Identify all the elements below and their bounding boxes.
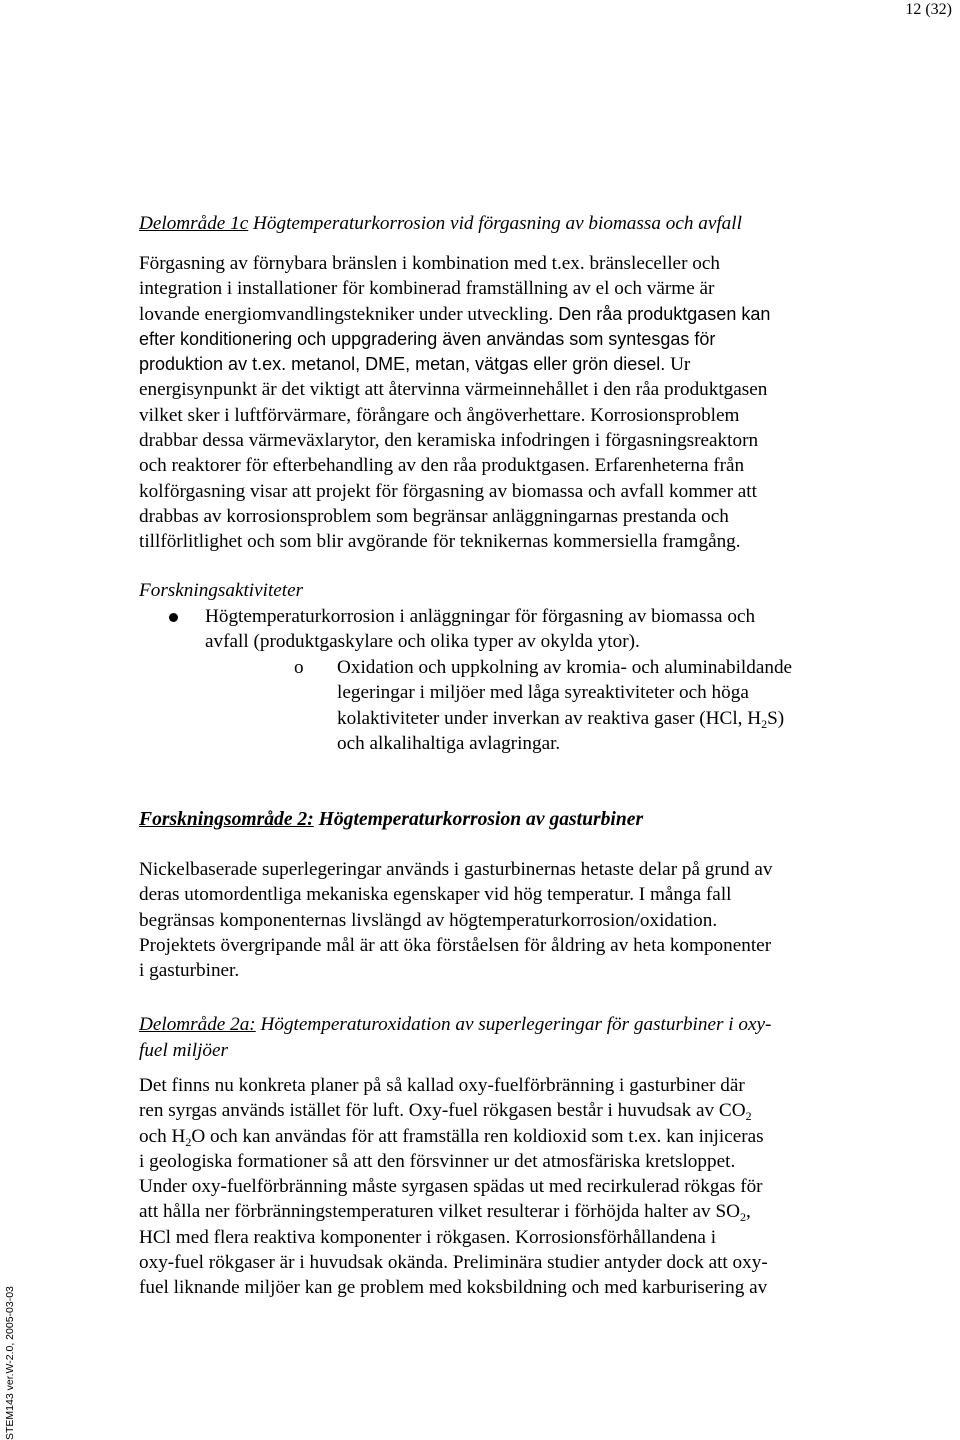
bullet-icon — [169, 613, 178, 622]
bullet-line: Högtemperaturkorrosion i anläggningar för förgasning av biomassa och — [205, 606, 756, 627]
paragraph-line: i geologiska formationer så att den försvinner ur det atmosfäriska kretsloppet. — [139, 1150, 736, 1172]
paragraph-line-part: Den råa produktgasen kan — [553, 303, 771, 324]
paragraph-line: och reaktorer för efterbehandling av den råa produktgasen. Erfarenheterna från — [139, 455, 745, 477]
paragraph-line: deras utomordentliga mekaniska egenskaper vid hög temperatur. I många fall — [139, 884, 732, 906]
paragraph-line: begränsas komponenternas livslängd av högtemperaturkorrosion/oxidation. — [139, 909, 718, 931]
paragraph-line — [139, 302, 865, 327]
area-2-paragraph — [139, 857, 865, 983]
paragraph-line: fuel liknande miljöer kan ge problem med koksbildning och med karburisering av — [139, 1277, 768, 1299]
section-1c-paragraph — [139, 251, 865, 555]
section-2a-title-cont: fuel miljöer — [139, 1039, 228, 1061]
paragraph-line: oxy-fuel rökgaser är i huvudsak okända. Preliminära studier antyder dock att oxy- — [139, 1252, 768, 1274]
paragraph-line: energisynpunkt är det viktigt att återvinna värmeinnehållet i den råa produktgasen — [139, 379, 768, 401]
paragraph-line — [139, 1199, 865, 1224]
section-2a-paragraph — [139, 1073, 865, 1301]
paragraph-line: vilket sker i luftförvärmare, förångare och ångöverhettare. Korrosionsproblem — [139, 404, 740, 426]
sub-bullet-line: och alkalihaltiga avlagringar. — [337, 732, 561, 754]
paragraph-line-part: produktion av t.ex. metanol, DME, metan, vätgas eller grön diesel. — [139, 354, 666, 375]
paragraph-line: efter konditionering och uppgradering även användas som syntesgas för — [139, 328, 716, 349]
paragraph-line: tillförlitlighet och som blir avgörande för teknikernas kommersiella framgång. — [139, 531, 741, 553]
paragraph-line-part: ren syrgas används istället för luft. Oxy-fuel rökgasen består i huvudsak av CO — [139, 1100, 746, 1122]
sub-bullet-text: kolaktiviteter under inverkan av reaktiva gaser (HCl, H — [337, 707, 762, 729]
paragraph-line: kolförgasning visar att projekt för förgasning av biomassa och avfall kommer att — [139, 480, 757, 502]
paragraph-line: drabbar dessa värmeväxlarytor, den keramiska infodringen i förgasningsreaktorn — [139, 430, 759, 452]
area-2-heading — [139, 807, 865, 833]
sub-bullet-line — [337, 706, 865, 731]
section-2a-title: Högtemperaturoxidation av superlegeringar för gasturbiner i oxy- — [255, 1014, 772, 1035]
section-1c-heading — [139, 211, 865, 237]
bullet-item — [205, 604, 865, 655]
paragraph-line — [139, 352, 865, 377]
paragraph-line-part: , — [745, 1201, 751, 1223]
section-2a-prefix: Delområde 2a: — [139, 1014, 256, 1035]
sub-bullet-text: S) — [767, 707, 785, 729]
paragraph-line: i gasturbiner. — [139, 960, 240, 982]
subscript: 2 — [739, 1210, 746, 1225]
paragraph-line: Förgasning av förnybara bränslen i kombination med t.ex. bränsleceller och — [139, 253, 720, 274]
paragraph-line: integration i installationer för kombinerad framställning av el och värme är — [139, 278, 715, 300]
document-version-stamp: STEM143 ver.W-2.0, 2005-03-03 — [4, 1286, 16, 1440]
bullet-line: avfall (produktgaskylare och olika typer av okylda ytor). — [205, 631, 640, 653]
paragraph-line-part: att hålla ner förbränningstemperaturen vilket resulterar i förhöjda halter av SO — [139, 1201, 740, 1223]
paragraph-line-part: Ur — [665, 354, 691, 376]
sub-bullet-line: legeringar i miljöer med låga syreaktiviteter och höga — [337, 682, 749, 704]
paragraph-line: HCl med flera reaktiva komponenter i rökgasen. Korrosionsförhållandena i — [139, 1226, 717, 1248]
paragraph-line: Nickelbaserade superlegeringar används i gasturbinernas hetaste delar på grund av — [139, 859, 773, 880]
paragraph-line-part: lovande energiomvandlingstekniker under utveckling. — [139, 303, 554, 325]
paragraph-line-part: O och kan användas för att framställa ren koldioxid som t.ex. kan injiceras — [191, 1125, 764, 1147]
subscript: 2 — [185, 1134, 192, 1149]
paragraph-line: Projektets övergripande mål är att öka förståelsen för åldring av heta komponenter — [139, 934, 772, 956]
paragraph-line: Under oxy-fuelförbränning måste syrgasen spädas ut med recirkulerad rökgas för — [139, 1176, 763, 1198]
paragraph-line-part: och H — [139, 1125, 186, 1147]
sub-bullet-item — [337, 655, 865, 756]
section-1c-prefix: Delområde 1c — [139, 213, 249, 234]
section-2a-heading — [139, 1012, 865, 1063]
section-1c-title: Högtemperaturkorrosion vid förgasning av biomassa och avfall — [248, 213, 742, 234]
area-2-title: Högtemperaturkorrosion av gasturbiner — [313, 809, 644, 830]
paragraph-line — [139, 1098, 865, 1123]
paragraph-line: drabbas av korrosionsproblem som begränsar anläggningarnas prestanda och — [139, 505, 729, 527]
circle-bullet-icon: o — [294, 657, 304, 678]
paragraph-line: Det finns nu konkreta planer på så kallad oxy-fuelförbränning i gasturbiner där — [139, 1075, 745, 1096]
research-activities-heading: Forskningsaktiviteter — [139, 580, 304, 601]
page-number: 12 (32) — [905, 1, 952, 18]
paragraph-line — [139, 1124, 865, 1149]
sub-bullet-line: Oxidation och uppkolning av kromia- och aluminabildande — [337, 657, 793, 678]
area-2-prefix: Forskningsområde 2: — [139, 809, 314, 830]
subscript: 2 — [745, 1109, 752, 1124]
subscript: 2 — [761, 716, 768, 731]
